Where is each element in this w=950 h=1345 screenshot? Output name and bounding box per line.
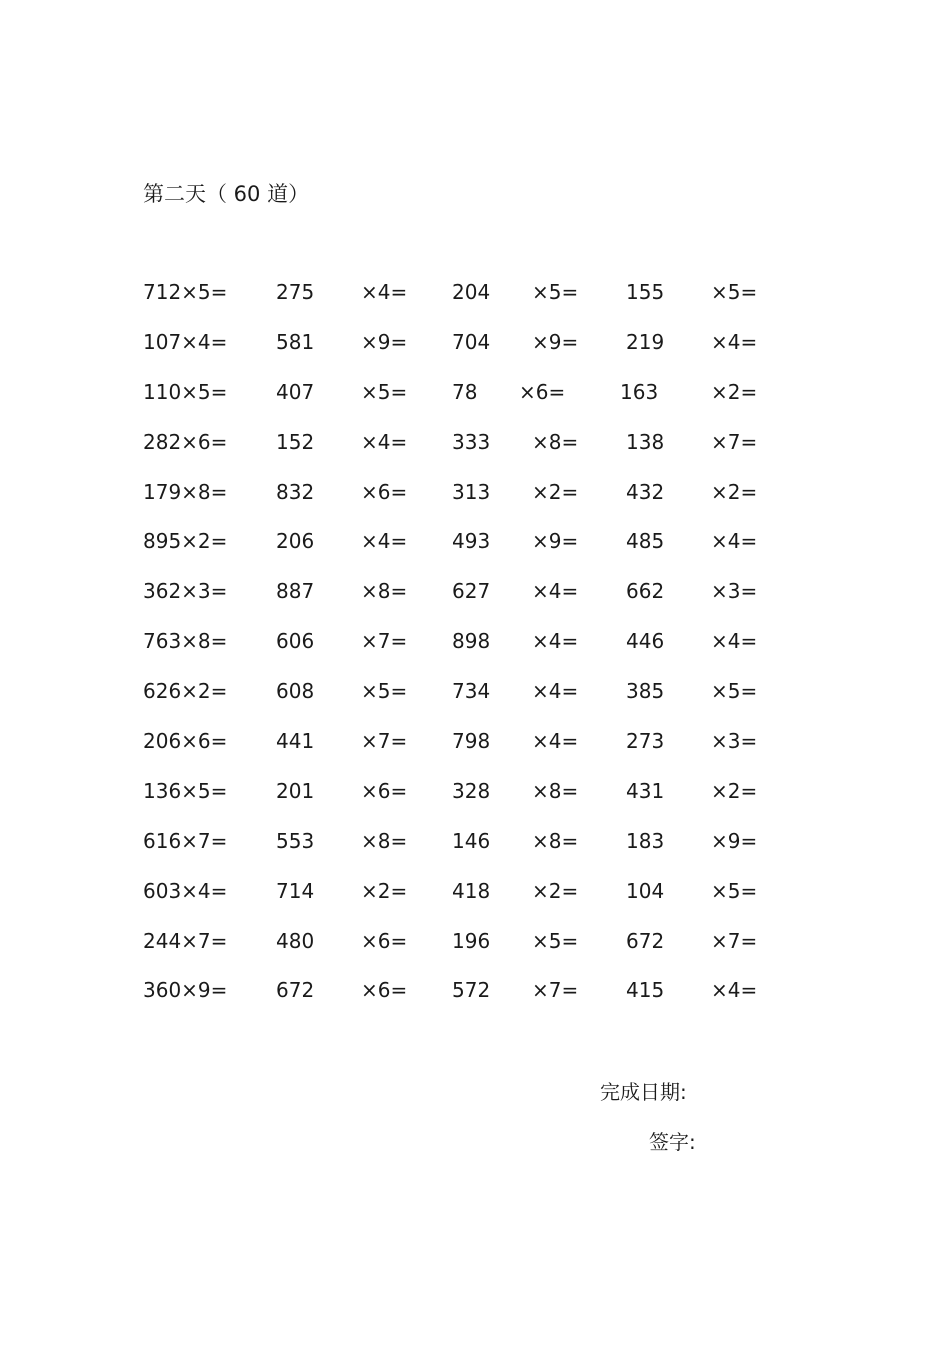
problem-number: 672 — [626, 928, 665, 953]
problem-full: 244×7= — [143, 928, 228, 953]
problem-multiplier: ×6= — [361, 479, 408, 504]
problem-number: 672 — [276, 978, 315, 1003]
problem-row — [0, 727, 950, 777]
problem-multiplier: ×9= — [532, 529, 579, 554]
problem-number: 446 — [626, 629, 665, 654]
problem-multiplier: ×5= — [711, 280, 758, 304]
problem-number: 328 — [452, 778, 491, 803]
problem-full: 107×4= — [143, 329, 228, 354]
problem-multiplier: ×2= — [711, 479, 758, 504]
problem-row — [0, 527, 950, 577]
problem-full: 895×2= — [143, 529, 228, 554]
problem-number: 313 — [452, 479, 491, 504]
problem-multiplier: ×4= — [532, 729, 579, 754]
problem-full: 110×5= — [143, 379, 228, 404]
problem-number: 704 — [452, 329, 491, 354]
problem-multiplier: ×9= — [532, 329, 579, 354]
problem-row — [0, 777, 950, 827]
problem-multiplier: ×4= — [711, 329, 758, 354]
problem-row — [0, 927, 950, 977]
problem-row — [0, 428, 950, 478]
signature-label: 签字: — [649, 1130, 696, 1154]
problem-full: 282×6= — [143, 429, 228, 454]
problem-multiplier: ×7= — [361, 629, 408, 654]
problem-number: 183 — [626, 828, 665, 853]
problem-number: 146 — [452, 828, 491, 853]
problem-multiplier: ×5= — [532, 928, 579, 953]
problem-number: 407 — [276, 379, 315, 404]
problem-number: 734 — [452, 679, 491, 704]
problem-multiplier: ×8= — [532, 828, 579, 853]
problem-multiplier: ×5= — [361, 679, 408, 704]
problem-row — [0, 577, 950, 627]
problem-number: 898 — [452, 629, 491, 654]
problem-row — [0, 976, 950, 1026]
problem-multiplier: ×2= — [532, 479, 579, 504]
problem-multiplier: ×6= — [361, 778, 408, 803]
problem-multiplier: ×3= — [711, 729, 758, 754]
problem-multiplier: ×2= — [711, 379, 758, 404]
problem-multiplier: ×4= — [361, 529, 408, 554]
problem-full: 206×6= — [143, 729, 228, 754]
problem-number: 662 — [626, 579, 665, 604]
problem-multiplier: ×3= — [711, 579, 758, 604]
problem-number: 572 — [452, 978, 491, 1003]
problem-multiplier: ×8= — [361, 579, 408, 604]
problem-multiplier: ×8= — [532, 778, 579, 803]
problem-full: 712×5= — [143, 280, 228, 304]
problem-multiplier: ×6= — [361, 978, 408, 1003]
problem-multiplier: ×4= — [711, 529, 758, 554]
problem-number: 104 — [626, 878, 665, 903]
problem-number: 581 — [276, 329, 315, 354]
problem-number: 606 — [276, 629, 315, 654]
problem-multiplier: ×4= — [711, 629, 758, 654]
problem-number: 275 — [276, 280, 315, 304]
problem-number: 714 — [276, 878, 315, 903]
problem-number: 480 — [276, 928, 315, 953]
problem-full: 603×4= — [143, 878, 228, 903]
problem-multiplier: ×4= — [361, 429, 408, 454]
problem-multiplier: ×7= — [711, 429, 758, 454]
problem-multiplier: ×9= — [711, 828, 758, 853]
problem-full: 626×2= — [143, 679, 228, 704]
problem-multiplier: ×4= — [532, 629, 579, 654]
problem-number: 441 — [276, 729, 315, 754]
problem-multiplier: ×9= — [361, 329, 408, 354]
problem-multiplier: ×4= — [532, 579, 579, 604]
problem-number: 432 — [626, 479, 665, 504]
problem-multiplier: ×2= — [711, 778, 758, 803]
problem-row — [0, 478, 950, 528]
problem-number: 798 — [452, 729, 491, 754]
problem-multiplier: ×8= — [532, 429, 579, 454]
problem-number: 485 — [626, 529, 665, 554]
problem-number: 415 — [626, 978, 665, 1003]
problem-multiplier: ×7= — [532, 978, 579, 1003]
problem-number: 385 — [626, 679, 665, 704]
problem-number: 493 — [452, 529, 491, 554]
problem-number: 418 — [452, 878, 491, 903]
problem-full: 362×3= — [143, 579, 228, 604]
problem-multiplier: ×5= — [532, 280, 579, 304]
problem-row — [0, 378, 950, 428]
problem-multiplier: ×2= — [532, 878, 579, 903]
page-title: 第二天（ 60 道） — [143, 182, 310, 206]
problem-number: 204 — [452, 280, 491, 304]
problem-number: 333 — [452, 429, 491, 454]
problem-full: 360×9= — [143, 978, 228, 1003]
problem-number: 273 — [626, 729, 665, 754]
problem-row — [0, 877, 950, 927]
problem-number: 196 — [452, 928, 491, 953]
problem-row — [0, 677, 950, 727]
problem-multiplier: ×7= — [711, 928, 758, 953]
problem-multiplier: ×5= — [361, 379, 408, 404]
problem-number: 553 — [276, 828, 315, 853]
problem-multiplier: ×5= — [711, 878, 758, 903]
problem-number: 832 — [276, 479, 315, 504]
problem-number: 887 — [276, 579, 315, 604]
problem-number: 627 — [452, 579, 491, 604]
problem-multiplier: ×4= — [711, 978, 758, 1003]
problem-row — [0, 328, 950, 378]
completion-date-label: 完成日期: — [600, 1080, 687, 1104]
problem-multiplier: ×7= — [361, 729, 408, 754]
problem-multiplier: ×4= — [532, 679, 579, 704]
problem-multiplier: ×6= — [519, 379, 566, 404]
problem-number: 138 — [626, 429, 665, 454]
problem-number: 608 — [276, 679, 315, 704]
problem-number: 431 — [626, 778, 665, 803]
problem-number: 152 — [276, 429, 315, 454]
problem-multiplier: ×4= — [361, 280, 408, 304]
problem-number: 201 — [276, 778, 315, 803]
problem-number: 163 — [620, 379, 659, 404]
problem-row — [0, 627, 950, 677]
problem-number: 155 — [626, 280, 665, 304]
problem-grid — [0, 278, 950, 1026]
problem-full: 616×7= — [143, 828, 228, 853]
problem-multiplier: ×2= — [361, 878, 408, 903]
problem-full: 136×5= — [143, 778, 228, 803]
problem-number: 206 — [276, 529, 315, 554]
problem-row — [0, 278, 950, 328]
problem-full: 763×8= — [143, 629, 228, 654]
problem-full: 179×8= — [143, 479, 228, 504]
problem-multiplier: ×6= — [361, 928, 408, 953]
problem-number: 219 — [626, 329, 665, 354]
problem-number: 78 — [452, 379, 478, 404]
problem-multiplier: ×8= — [361, 828, 408, 853]
problem-multiplier: ×5= — [711, 679, 758, 704]
problem-row — [0, 827, 950, 877]
